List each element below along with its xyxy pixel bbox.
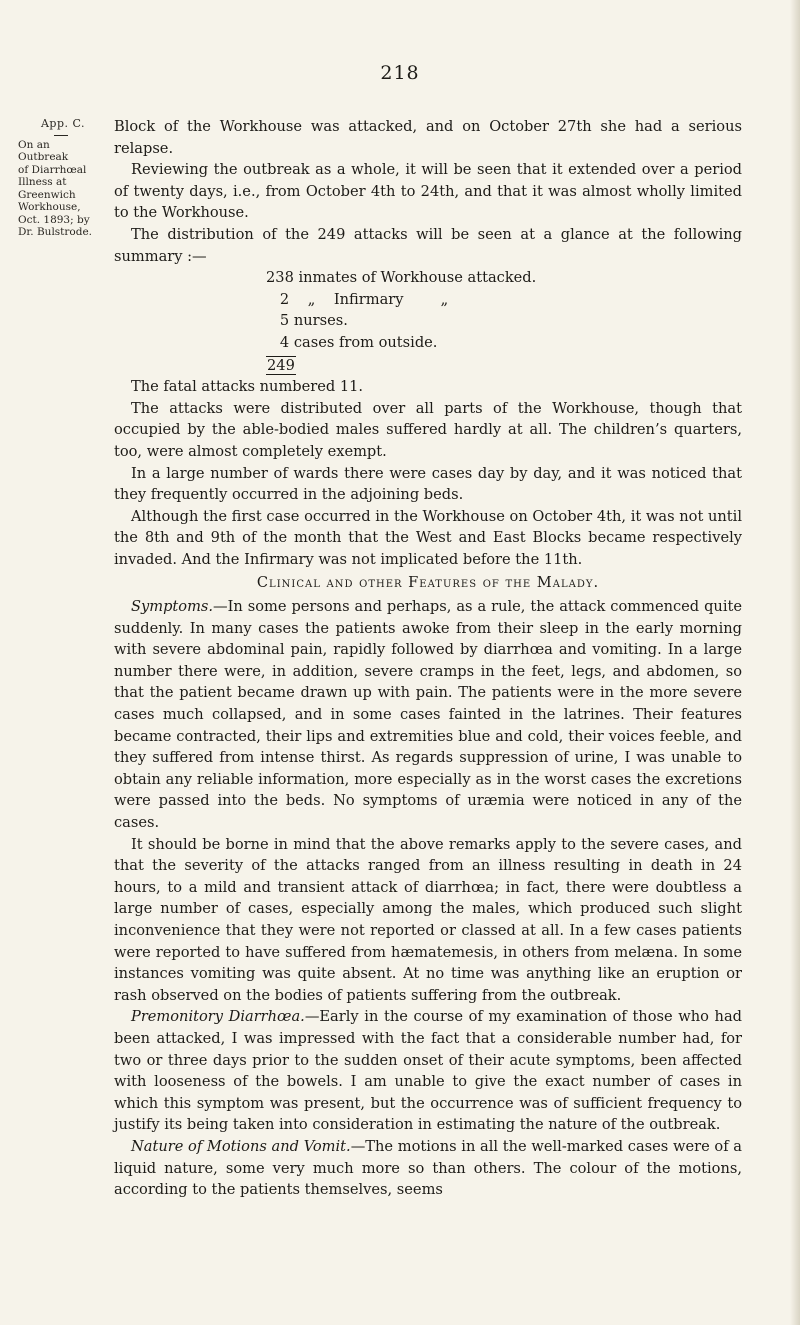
sidenote-line: of Diarrhœal (18, 163, 87, 176)
symptoms-title: Symptoms. (131, 598, 214, 616)
summary-row: 4 cases from outside. (266, 333, 438, 351)
page-edge-shadow (790, 0, 800, 1325)
paragraph: The attacks were distributed over all parts of the Workhouse, though that occupied by the able-bodied males suffered hardly at all. The children’s quarters, too, were almost completely exempt. (114, 399, 742, 460)
paragraph: Block of the Workhouse was attacked, and on October 27th she had a serious relapse. (114, 118, 742, 157)
sidenote-rule (54, 135, 68, 136)
sidenote-line: Dr. Bulstrode. (18, 226, 93, 238)
sidenote-line: Greenwich (18, 188, 76, 201)
paragraph-premonitory (114, 1006, 742, 1136)
paragraph: In a large number of wards there were cases day by day, and it was noticed that they frequently occurred in the adjoining beds. (114, 464, 742, 504)
paragraph: It should be borne in mind that the above remarks apply to the severe cases, and that the severity of the attacks ranged from an illness resulting in death in 24 hours, to a mild and transient attack of diarrhœa; in fact, there were doubtless a large number of cases, especially among the males, which produced such slight inconvenience that they were not reported or classed at all. In a few cases patients were reported to have suffered from hæmatemesis, in others from melæna. In some instances vomiting was quite absent. At no time was anything like an eruption or rash observed on the bodies of patients suffering from the outbreak. (114, 835, 742, 1004)
paragraph: The fatal attacks numbered 11. (131, 378, 364, 396)
symptoms-text: —In some persons and perhaps, as a rule, the attack commenced quite suddenly. In many cases the patients awoke from their sleep in the early morning with severe abdominal pain, rapidly followed by diarrhœa and vomiting. In a large number there were, in addition, severe cramps in the feet, legs, and abdomen, so that the patient became drawn up with pain. The patients were in the more severe cases much collapsed, and in some cases fainted in the latrines. Their features became contracted, their lips and extremities blue and cold, their voices feeble, and they suffered from intense thirst. As regards suppression of urine, I was unable to obtain any reliable information, more especially as in the worst cases the excretions were passed into the beds. No symptoms of uræmia were noticed in any of the cases. (114, 598, 742, 831)
main-text (114, 116, 742, 1201)
appendix-label: App. C. (40, 117, 86, 130)
summary-row: 2 „ Infirmary „ (266, 290, 449, 308)
sidenote-line: Workhouse, (18, 201, 81, 213)
paragraph: Reviewing the outbreak as a whole, it will be seen that it extended over a period of twenty days, i.e., from October 4th to 24th, and that it was almost wholly limited to the Workhouse. (114, 161, 742, 222)
sidenote-line: Oct. 1893; by (18, 213, 90, 226)
sidenote-line: On an Outbreak (18, 138, 69, 163)
paragraph: Although the first case occurred in the Workhouse on October 4th, it was not until the 8th and 9th of the month that the West and East Blocks became respectively invaded. And the Infirmary was not implicated before the 11th. (114, 507, 742, 568)
nature-title: Nature of Motions and Vomit. (131, 1137, 351, 1155)
paragraph: The distribution of the 249 attacks will be seen at a glance at the following summary :— (114, 225, 742, 265)
paragraph-symptoms (114, 596, 742, 834)
section-heading: Clinical and other Features of the Malady. (256, 574, 600, 592)
nature-text: —The motions in all the well-marked cases were of a liquid nature, some very much more so than others. The colour of the motions, according to the patients themselves, seems (114, 1137, 742, 1199)
summary-row: 238 inmates of Workhouse attacked. (266, 269, 537, 287)
premonitory-title: Premonitory Diarrhœa. (131, 1008, 305, 1026)
summary-total: 249 (267, 356, 295, 374)
paragraph-nature (114, 1136, 742, 1201)
page-number: 218 (380, 62, 420, 84)
attack-summary (266, 267, 742, 376)
sidenote-line: Illness at (18, 176, 67, 188)
summary-row: 5 nurses. (266, 312, 348, 330)
premonitory-text: —Early in the course of my examination of those who had been attacked, I was impressed with the fact that a considerable number had, for two or three days prior to the sudden onset of their acute symptoms, been affected with looseness of the bowels. I am unable to give the exact number of cases in which this symptom was present, but the occurrence was of sufficient frequency to justify its being taken into consideration in estimating the nature of the outbreak. (114, 1008, 742, 1134)
margin-sidenote (18, 118, 98, 239)
